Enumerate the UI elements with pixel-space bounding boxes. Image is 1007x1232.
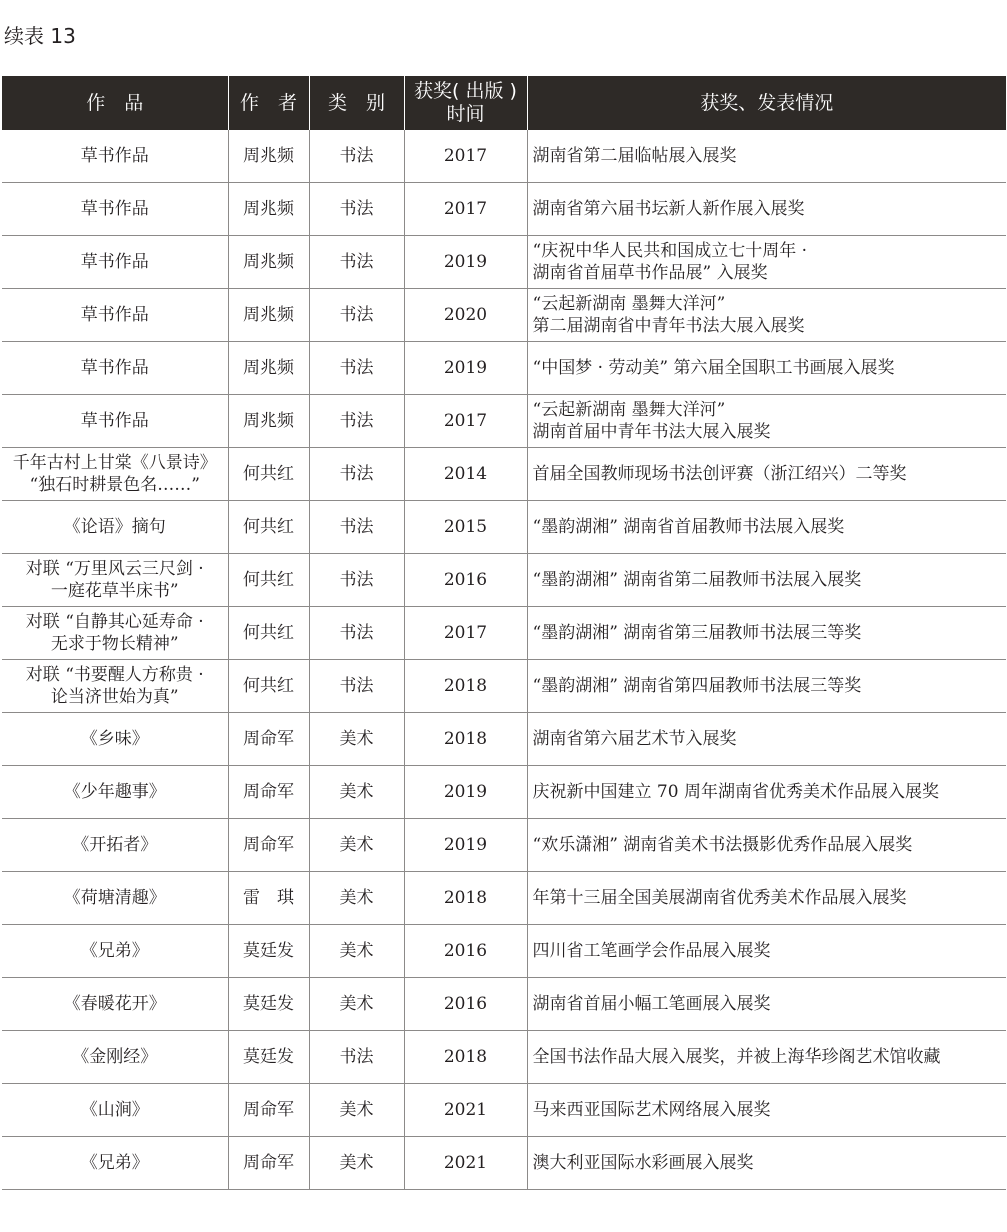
cell-category: 美术 — [309, 872, 404, 925]
cell-author: 周命军 — [228, 766, 309, 819]
cell-author: 何共红 — [228, 448, 309, 501]
cell-year: 2016 — [404, 554, 527, 607]
cell-category: 书法 — [309, 660, 404, 713]
cell-category: 美术 — [309, 978, 404, 1031]
cell-work: 《兄弟》 — [2, 1137, 228, 1190]
header-award: 获奖、发表情况 — [527, 76, 1006, 130]
cell-author: 何共红 — [228, 501, 309, 554]
header-author: 作 者 — [228, 76, 309, 130]
cell-work: 《乡味》 — [2, 713, 228, 766]
cell-category: 书法 — [309, 554, 404, 607]
cell-author: 周兆频 — [228, 289, 309, 342]
cell-award: 马来西亚国际艺术网络展入展奖 — [527, 1084, 1006, 1137]
table-row — [2, 660, 1006, 713]
cell-work: 草书作品 — [2, 183, 228, 236]
cell-category: 书法 — [309, 1031, 404, 1084]
table-row — [2, 342, 1006, 395]
table-row — [2, 554, 1006, 607]
cell-year: 2018 — [404, 872, 527, 925]
table-row — [2, 1137, 1006, 1190]
cell-year: 2017 — [404, 183, 527, 236]
cell-author: 周命军 — [228, 713, 309, 766]
table-row — [2, 130, 1006, 183]
cell-author: 周兆频 — [228, 342, 309, 395]
cell-award: 湖南省首届小幅工笔画展入展奖 — [527, 978, 1006, 1031]
cell-award: “中国梦 · 劳动美” 第六届全国职工书画展入展奖 — [527, 342, 1006, 395]
cell-year: 2019 — [404, 236, 527, 289]
table-row — [2, 1031, 1006, 1084]
cell-category: 书法 — [309, 183, 404, 236]
cell-award: “墨韵湖湘” 湖南省第二届教师书法展入展奖 — [527, 554, 1006, 607]
cell-work: 对联 “书要醒人方称贵 · 论当济世始为真” — [2, 660, 228, 713]
cell-award: “云起新湖南 墨舞大洋河” 湖南首届中青年书法大展入展奖 — [527, 395, 1006, 448]
table-header-row — [2, 76, 1006, 130]
table-row — [2, 289, 1006, 342]
cell-year: 2019 — [404, 342, 527, 395]
cell-author: 莫廷发 — [228, 978, 309, 1031]
cell-category: 书法 — [309, 395, 404, 448]
cell-work: 《荷塘清趣》 — [2, 872, 228, 925]
cell-work: 《金刚经》 — [2, 1031, 228, 1084]
cell-category: 美术 — [309, 713, 404, 766]
cell-author: 周兆频 — [228, 183, 309, 236]
cell-award: 澳大利亚国际水彩画展入展奖 — [527, 1137, 1006, 1190]
cell-work: 《开拓者》 — [2, 819, 228, 872]
cell-work: 《春暖花开》 — [2, 978, 228, 1031]
cell-award: 湖南省第二届临帖展入展奖 — [527, 130, 1006, 183]
table-row — [2, 183, 1006, 236]
cell-author: 周兆频 — [228, 130, 309, 183]
cell-year: 2018 — [404, 660, 527, 713]
cell-year: 2021 — [404, 1084, 527, 1137]
table-row — [2, 501, 1006, 554]
cell-award: “云起新湖南 墨舞大洋河” 第二届湖南省中青年书法大展入展奖 — [527, 289, 1006, 342]
table-row — [2, 395, 1006, 448]
cell-year: 2017 — [404, 607, 527, 660]
cell-category: 书法 — [309, 236, 404, 289]
table-row — [2, 872, 1006, 925]
table-row — [2, 713, 1006, 766]
cell-year: 2014 — [404, 448, 527, 501]
cell-category: 书法 — [309, 607, 404, 660]
cell-category: 书法 — [309, 289, 404, 342]
header-category: 类 别 — [309, 76, 404, 130]
cell-award: “庆祝中华人民共和国成立七十周年 · 湖南省首届草书作品展” 入展奖 — [527, 236, 1006, 289]
cell-work: 草书作品 — [2, 342, 228, 395]
cell-work: 草书作品 — [2, 236, 228, 289]
cell-year: 2018 — [404, 1031, 527, 1084]
cell-award: “欢乐潇湘” 湖南省美术书法摄影优秀作品展入展奖 — [527, 819, 1006, 872]
header-work: 作 品 — [2, 76, 228, 130]
cell-year: 2016 — [404, 925, 527, 978]
table-body — [2, 130, 1006, 1190]
cell-work: 草书作品 — [2, 289, 228, 342]
table-row — [2, 925, 1006, 978]
awards-table — [2, 76, 1006, 1190]
cell-author: 周兆频 — [228, 395, 309, 448]
cell-year: 2018 — [404, 713, 527, 766]
cell-award: 年第十三届全国美展湖南省优秀美术作品展入展奖 — [527, 872, 1006, 925]
cell-category: 书法 — [309, 342, 404, 395]
cell-category: 美术 — [309, 1084, 404, 1137]
cell-work: 《兄弟》 — [2, 925, 228, 978]
cell-category: 美术 — [309, 819, 404, 872]
cell-award: “墨韵湖湘” 湖南省第四届教师书法展三等奖 — [527, 660, 1006, 713]
cell-author: 周兆频 — [228, 236, 309, 289]
cell-year: 2019 — [404, 766, 527, 819]
cell-work: 《山涧》 — [2, 1084, 228, 1137]
cell-author: 莫廷发 — [228, 1031, 309, 1084]
cell-work: 《论语》摘句 — [2, 501, 228, 554]
cell-award: 首届全国教师现场书法创评赛（浙江绍兴）二等奖 — [527, 448, 1006, 501]
header-year: 获奖( 出版 ) 时间 — [404, 76, 527, 130]
cell-award: 四川省工笔画学会作品展入展奖 — [527, 925, 1006, 978]
cell-work: 《少年趣事》 — [2, 766, 228, 819]
cell-year: 2015 — [404, 501, 527, 554]
cell-category: 书法 — [309, 501, 404, 554]
table-row — [2, 978, 1006, 1031]
cell-author: 何共红 — [228, 607, 309, 660]
cell-author: 周命军 — [228, 1137, 309, 1190]
cell-category: 书法 — [309, 448, 404, 501]
table-row — [2, 819, 1006, 872]
table-row — [2, 766, 1006, 819]
cell-category: 书法 — [309, 130, 404, 183]
cell-work: 草书作品 — [2, 395, 228, 448]
cell-work: 对联 “自静其心延寿命 · 无求于物长精神” — [2, 607, 228, 660]
cell-category: 美术 — [309, 1137, 404, 1190]
cell-award: “墨韵湖湘” 湖南省第三届教师书法展三等奖 — [527, 607, 1006, 660]
cell-award: 湖南省第六届书坛新人新作展入展奖 — [527, 183, 1006, 236]
cell-year: 2019 — [404, 819, 527, 872]
cell-award: 湖南省第六届艺术节入展奖 — [527, 713, 1006, 766]
table-row — [2, 236, 1006, 289]
cell-author: 周命军 — [228, 819, 309, 872]
cell-author: 何共红 — [228, 554, 309, 607]
cell-year: 2017 — [404, 395, 527, 448]
cell-work: 草书作品 — [2, 130, 228, 183]
cell-author: 周命军 — [228, 1084, 309, 1137]
cell-author: 雷 琪 — [228, 872, 309, 925]
cell-work: 对联 “万里风云三尺剑 · 一庭花草半床书” — [2, 554, 228, 607]
cell-year: 2021 — [404, 1137, 527, 1190]
cell-year: 2016 — [404, 978, 527, 1031]
table-row — [2, 448, 1006, 501]
table-row — [2, 607, 1006, 660]
cell-year: 2017 — [404, 130, 527, 183]
cell-award: 庆祝新中国建立 70 周年湖南省优秀美术作品展入展奖 — [527, 766, 1006, 819]
table-caption: 续表 13 — [4, 24, 76, 48]
cell-category: 美术 — [309, 766, 404, 819]
cell-category: 美术 — [309, 925, 404, 978]
cell-author: 何共红 — [228, 660, 309, 713]
cell-work: 千年古村上甘棠《八景诗》 “独石时耕景色名……” — [2, 448, 228, 501]
cell-author: 莫廷发 — [228, 925, 309, 978]
cell-year: 2020 — [404, 289, 527, 342]
cell-award: “墨韵湖湘” 湖南省首届教师书法展入展奖 — [527, 501, 1006, 554]
cell-award: 全国书法作品大展入展奖，并被上海华珍阁艺术馆收藏 — [527, 1031, 1006, 1084]
table-row — [2, 1084, 1006, 1137]
